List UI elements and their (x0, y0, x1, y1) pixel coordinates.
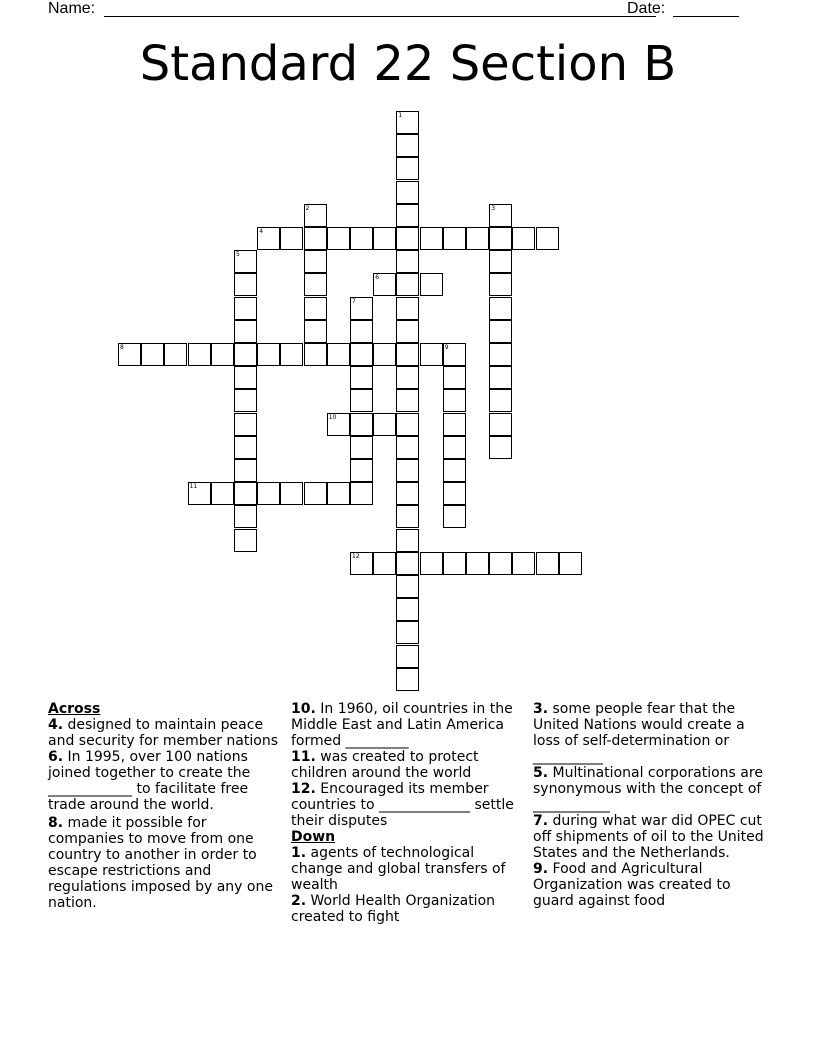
clue-down-5 (533, 765, 765, 813)
cell-number: 8 (120, 344, 124, 351)
date-label: Date: (627, 0, 666, 17)
crossword-cell[interactable] (396, 575, 419, 598)
crossword-cell[interactable] (350, 459, 373, 482)
cell-number: 9 (444, 344, 449, 351)
clue-across-6 (48, 749, 280, 813)
clue-number: 3. (533, 701, 549, 717)
crossword-cell[interactable] (420, 273, 443, 296)
crossword-cell[interactable] (234, 273, 257, 296)
crossword-cell[interactable] (489, 273, 512, 296)
clue-down-2 (291, 893, 523, 925)
crossword-cell[interactable] (396, 529, 419, 552)
clue-number: 1. (291, 845, 307, 861)
clue-text: some people fear that the United Nations would create a loss of self-determination or __________ (533, 701, 745, 765)
crossword-cell[interactable] (512, 552, 535, 575)
crossword-cell[interactable] (280, 343, 303, 366)
clue-text: designed to maintain peace and security for member nations (48, 717, 278, 749)
cell-number: 4 (259, 228, 264, 235)
crossword-cell[interactable] (141, 343, 164, 366)
crossword-cell[interactable] (234, 320, 257, 343)
crossword-cell[interactable] (350, 389, 373, 412)
crossword-cell[interactable] (396, 181, 419, 204)
clue-number: 8. (48, 815, 64, 831)
crossword-cell[interactable] (188, 343, 211, 366)
crossword-cell[interactable] (350, 343, 373, 366)
crossword-cell[interactable] (489, 204, 512, 227)
page-title: Standard 22 Section B (139, 36, 677, 92)
crossword-cell[interactable] (373, 552, 396, 575)
crossword-cell[interactable] (350, 320, 373, 343)
crossword-cell[interactable] (373, 343, 396, 366)
crossword-cell[interactable] (234, 366, 257, 389)
clue-number: 9. (533, 861, 549, 877)
crossword-cell[interactable] (536, 552, 559, 575)
crossword-cell[interactable] (443, 413, 466, 436)
cell-number: 6 (375, 274, 380, 282)
name-label: Name: (48, 0, 96, 17)
clue-down-7 (533, 813, 765, 861)
crossword-cell[interactable] (164, 343, 187, 366)
crossword-cell[interactable] (327, 343, 350, 366)
crossword-cell[interactable] (211, 482, 234, 505)
cell-number: 2 (305, 204, 310, 212)
cell-number: 11 (189, 483, 198, 491)
cell-number: 12 (352, 552, 360, 560)
crossword-cell[interactable] (396, 273, 419, 296)
crossword-cell[interactable] (396, 134, 419, 157)
crossword-cell[interactable] (304, 482, 327, 505)
clue-number: 12. (291, 781, 316, 797)
crossword-cell[interactable] (443, 482, 466, 505)
clue-text: Food and Agricultural Organization was created to guard against food (533, 861, 731, 909)
crossword-cell[interactable] (396, 413, 419, 436)
crossword-cell[interactable] (396, 482, 419, 505)
crossword-cell[interactable] (559, 552, 582, 575)
clue-number: 2. (291, 893, 307, 909)
crossword-cell[interactable] (443, 552, 466, 575)
crossword-cell[interactable] (350, 297, 373, 320)
clue-column-3 (533, 701, 765, 909)
crossword-cell[interactable] (327, 227, 350, 250)
crossword-cell[interactable] (396, 204, 419, 227)
clue-column-1 (48, 701, 280, 911)
crossword-cell[interactable] (396, 668, 419, 691)
crossword-cell[interactable] (489, 413, 512, 436)
clue-across-8 (48, 815, 280, 911)
crossword-cell[interactable] (234, 436, 257, 459)
clue-number: 5. (533, 765, 549, 781)
clue-across-4 (48, 717, 280, 749)
crossword-cell[interactable] (396, 621, 419, 644)
crossword-cell[interactable] (489, 297, 512, 320)
crossword-cell[interactable] (396, 552, 419, 575)
crossword-cell[interactable] (396, 389, 419, 412)
crossword-cell[interactable] (234, 343, 257, 366)
crossword-cell[interactable] (327, 413, 350, 436)
crossword-cell[interactable] (396, 157, 419, 180)
clue-text: during what war did OPEC cut off shipments of oil to the United States and the Netherlands. (533, 813, 764, 861)
clue-text: World Health Organization created to fight (291, 893, 496, 925)
crossword-cell[interactable] (536, 227, 559, 250)
crossword-cell[interactable] (396, 297, 419, 320)
crossword-cell[interactable] (350, 227, 373, 250)
clue-number: 4. (48, 717, 64, 733)
crossword-cell[interactable] (489, 320, 512, 343)
crossword-cell[interactable] (257, 343, 280, 366)
crossword-cell[interactable] (396, 343, 419, 366)
cell-number: 5 (236, 251, 240, 259)
crossword-cell[interactable] (466, 552, 489, 575)
crossword-cell[interactable] (350, 436, 373, 459)
crossword-cell[interactable] (443, 389, 466, 412)
crossword-cell[interactable] (489, 227, 512, 250)
crossword-cell[interactable] (443, 343, 466, 366)
crossword-cell[interactable] (489, 343, 512, 366)
crossword-cell[interactable] (327, 482, 350, 505)
crossword-cell[interactable] (443, 227, 466, 250)
crossword-cell[interactable] (304, 227, 327, 250)
crossword-cell[interactable] (466, 227, 489, 250)
clue-down-9 (533, 861, 765, 909)
crossword-cell[interactable] (420, 343, 443, 366)
crossword-cell[interactable] (118, 343, 141, 366)
crossword-cell[interactable] (350, 366, 373, 389)
crossword-cell[interactable] (396, 436, 419, 459)
crossword-cell[interactable] (396, 250, 419, 273)
crossword-cell[interactable] (373, 273, 396, 296)
clue-text: agents of technological change and global transfers of wealth (291, 845, 506, 893)
crossword-cell[interactable] (420, 227, 443, 250)
crossword-cell[interactable] (512, 227, 535, 250)
crossword-cell[interactable] (396, 111, 419, 134)
crossword-cell[interactable] (396, 459, 419, 482)
crossword-cell[interactable] (234, 389, 257, 412)
across-heading: Across (48, 701, 101, 717)
crossword-cell[interactable] (234, 297, 257, 320)
crossword-cell[interactable] (396, 598, 419, 621)
crossword-cell[interactable] (489, 366, 512, 389)
crossword-cell[interactable] (396, 227, 419, 250)
crossword-cell[interactable] (304, 273, 327, 296)
crossword-cell[interactable] (234, 413, 257, 436)
clue-text: In 1960, oil countries in the Middle East and Latin America formed _________ (291, 701, 513, 749)
clue-number: 7. (533, 813, 549, 829)
crossword-cell[interactable] (443, 505, 466, 528)
crossword-cell[interactable] (396, 366, 419, 389)
crossword-cell[interactable] (304, 250, 327, 273)
crossword-cell[interactable] (304, 343, 327, 366)
crossword-cell[interactable] (489, 389, 512, 412)
clue-text: Encouraged its member countries to _____________ settle their disputes (291, 781, 514, 829)
crossword-cell[interactable] (280, 482, 303, 505)
crossword-cell[interactable] (257, 227, 280, 250)
crossword-cell[interactable] (396, 505, 419, 528)
crossword-cell[interactable] (396, 645, 419, 668)
crossword-cell[interactable] (373, 227, 396, 250)
crossword-cell[interactable] (443, 436, 466, 459)
crossword-cell[interactable] (420, 552, 443, 575)
clue-column-2 (291, 701, 523, 925)
crossword-cell[interactable] (373, 413, 396, 436)
crossword-cell[interactable] (234, 505, 257, 528)
crossword-cell[interactable] (350, 552, 373, 575)
clue-text: Multinational corporations are synonymous with the concept of ___________ (533, 765, 763, 813)
clue-across-11 (291, 749, 523, 781)
clue-text: In 1995, over 100 nations joined together to create the ____________ to facilitate free trade around the world. (48, 749, 251, 813)
clue-text: made it possible for companies to move from one country to another in order to escape restrictions and regulations imposed by any one nation. (48, 815, 273, 911)
crossword-cell[interactable] (211, 343, 234, 366)
crossword-cell[interactable] (234, 482, 257, 505)
clue-down-3 (533, 701, 765, 765)
clue-across-12 (291, 781, 523, 829)
cell-number: 10 (328, 413, 337, 421)
cell-number: 7 (352, 297, 356, 305)
crossword-cell[interactable] (234, 250, 257, 273)
crossword-cell[interactable] (396, 320, 419, 343)
crossword-cell[interactable] (257, 482, 280, 505)
down-heading: Down (291, 829, 336, 845)
crossword-cell[interactable] (489, 552, 512, 575)
clue-number: 6. (48, 749, 64, 765)
crossword-cell[interactable] (443, 459, 466, 482)
clue-number: 10. (291, 701, 316, 717)
crossword-cell[interactable] (234, 459, 257, 482)
clue-number: 11. (291, 749, 316, 765)
crossword-cell[interactable] (350, 482, 373, 505)
crossword-cell[interactable] (234, 529, 257, 552)
crossword-cell[interactable] (188, 482, 211, 505)
crossword-cell[interactable] (304, 204, 327, 227)
crossword-cell[interactable] (280, 227, 303, 250)
crossword-cell[interactable] (304, 320, 327, 343)
crossword-cell[interactable] (489, 250, 512, 273)
clue-across-10 (291, 701, 523, 749)
cell-number: 3 (491, 204, 496, 212)
crossword-cell[interactable] (350, 413, 373, 436)
crossword-cell[interactable] (443, 366, 466, 389)
clue-down-1 (291, 845, 523, 893)
clue-text: was created to protect children around the world (291, 749, 479, 781)
crossword-cell[interactable] (489, 436, 512, 459)
crossword-cell[interactable] (304, 297, 327, 320)
cell-number: 1 (398, 112, 403, 119)
